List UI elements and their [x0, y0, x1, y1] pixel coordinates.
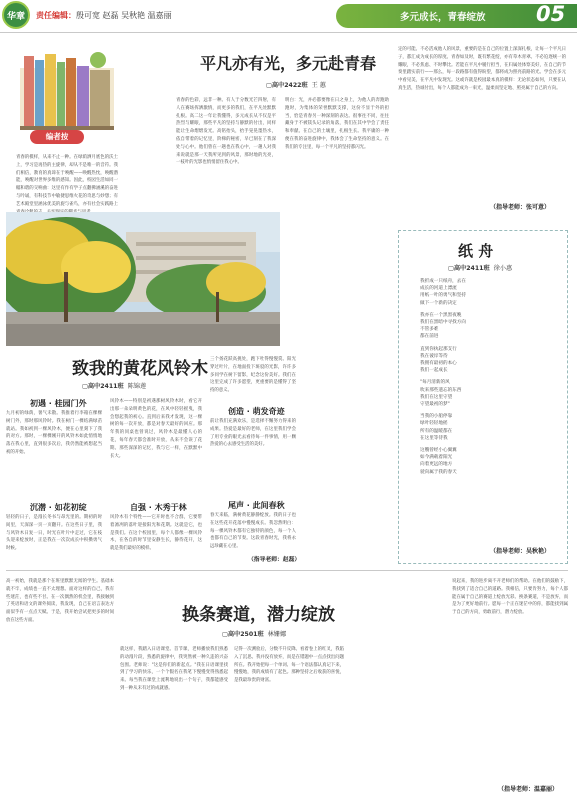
poem-lines [420, 278, 550, 476]
poem-signature: （指导老师：吴秋艳） [490, 548, 551, 555]
editors-line [36, 10, 172, 21]
poem-title: 纸 舟 [458, 242, 494, 260]
square-bullet-icon: ▢ [222, 631, 228, 638]
article2-byline [82, 381, 146, 390]
editor-note-badge: 编者按 [30, 130, 84, 144]
article3-body2: 春天来临，满树黄花静静绽放。我的日子也在这些花开花落中慢慢成长。我忽然明白：每一棵风铃木都有它独特的颜色，每一个人也都有自己的节奏。这段青春时光，我将永远珍藏在心里。 [210, 513, 296, 550]
square-bullet-icon: ▢ [448, 265, 454, 272]
article2-col2-heading: 自强 · 木秀于林 [130, 503, 187, 512]
poem-line: 绿叶轻轻地摇 [420, 421, 448, 427]
editors-label: 责任编辑： [36, 11, 76, 20]
article4-col3: 记得一次测验后，分数不升反降。看着卷上的红叉，我陷入了沉思。我并没有放弃，而是在错题中一点点找出问题所在。我开始把每一个单词、每一个语法都认真记下来，慢慢地，我的成绩有了起色。那种坚持之后收获的喜悦，是我最珍贵的财富。 [234, 647, 344, 684]
section-title: 多元成长，青春绽放 [400, 12, 486, 23]
poem-line: 吹来那些遗忘的东西 [420, 387, 462, 393]
poem-line: 守望最初的梦" [420, 402, 450, 408]
article2-section2-body: 轻轻的日子，是漫长冬书与昂光里的。期初的时间里，天深深一页一页翻开。在这些日子里，我与风铃木日复一日，时光在叶片中走过，它在枝头迎来绽放时，正是我在一次次成长中积攒勇气时候。 [6, 515, 102, 552]
poem-line: 向着更远的地方 [420, 462, 453, 468]
article1-signature: （指导老师：张可意） [490, 204, 551, 211]
square-bullet-icon: ▢ [266, 82, 272, 89]
poem-line: 我在彼岸等待 [420, 353, 448, 359]
article4-byline [222, 629, 286, 638]
poem-line: 我亦在一个黑黑夜晚 [420, 312, 462, 318]
poem-line: 我们在这里守望 [420, 394, 453, 400]
article4-author: 林姗娜 [267, 631, 287, 638]
article2-section1-heading: 初遇 · 桂园门外 [30, 399, 87, 408]
article2-title: 致我的黄花风铃木 [72, 359, 208, 379]
article3-heading1: 创造 · 萌发奇迹 [228, 407, 285, 416]
poem-line: 这艘曾经小心翼翼 [420, 448, 457, 454]
poem-line: 直到你执起那支行 [420, 346, 457, 352]
header-divider [0, 32, 577, 33]
article1-byline [266, 80, 326, 89]
page-number: 05 [536, 2, 566, 26]
article4-col4: 说起来，我的进步离不开老师们的帮助。在他们的鼓励下，我找到了适合自己的道路。我相信，只要肯努力，每个人都能在属于自己的赛道上绽放光彩。换条赛道，不是放弃，而是为了更好地前行。愿每一个正在迷茫中的你，都能找到属于自己的方向，勇敢前行，潜力绽放。 [452, 579, 568, 616]
poem-line: 用纸一叶的勇气和坚持 [420, 293, 466, 299]
editor-note-text: 青春的模样，从来不止一种。在绿荫洒月底色的沃土上，学习是再热的主旋律，却从不是唯一的音符。我们相信，教育的真谛在于唤醒——唤醒热忱，唤醒潜能，唤醒对世界多维的感知。因此，校园生活如同一幅和谐的交响曲：这里有作有学子点翻拂涵溪的奋进与吟诵，有科技节中敏捷思维火花的奇思与妙想；有艺术殿堂里涵泳优美的旋与雀鸟，亦有社会实践路上 [16, 155, 118, 207]
article3-body1: 前让我们充满欢乐，是选择不懈努力得来的成果。热爱是最好的老师，在这里我们学会了用专业的眼光去看待每一件事情，用一颗热爱的心去感受生活的美好。 [210, 419, 296, 448]
article4-col1: 高一初始，我就是那个在班里默默无闻的学生。基础本就不牢，成绩也一直不太理想。面对这样的自己，我有些迷茫，也有些不甘。在一次偶然的机会里，我接触到了英语和语文的课外阅读，我发现，自己在语言表达方面似乎有一点点天赋。于是，我开始尝试把更多的时间放在这些方面。 [6, 579, 114, 623]
poem-line: "每月清新的风 [420, 380, 450, 386]
article1-author: 王 蕙 [311, 82, 326, 89]
article1-class: 高中2422班 [271, 82, 308, 89]
article1-col3: 定的可能。不必活成他人的风景，重要的是在自己的位置上深深扎根，让每一个平凡日子，都汇成为成长的厚度。青春如及时，既有繁花绽，亦有草木青翠。不必迫逐统一的耀眼，不必焦虑、不时攀比。若能在平凡中履行担当，在归属处体察美好，在自己的节奏里踏实前行——那么，每一段路都有值得盼望，都将成为照亮前路的光。学会在多元中看见美，在平凡中发现光。这或许就是校园最本真的模样：无论状态如何，只要在认真生活，热诚付出，每个人都能成为一束光，温柔而坚定地、照亮属于自己的方向。 [398, 47, 566, 91]
article3-col1: 三个扬花跃高挑处，跑下吐得慢慢赏。阳光穿过叶片，在地面投下斑驳的光影，许许多多同学在树下留影，纪念这份美好。我们在这里完成了许多愿望，更重要的是懂得了坚持的意义。 [210, 357, 296, 394]
poem-line: 我拥有最初的本心 [420, 361, 457, 367]
article4-class: 高中2501班 [227, 631, 264, 638]
article1-title: 平凡亦有光，多元赴青春 [200, 54, 377, 73]
poem-line: 如今满载着阳光 [420, 455, 453, 461]
article1-col2: 明白：光，并必都要像在日之身上，为他人的奔跑助跑时，为集体的荣誉默默支撑，这份不显于外的担当，恰是青春另一种深刻的表达。很事往不同，往往藏身于不被镁头记录的角落，我们在其中学会了责任和奉献。在自己的土壤里，扎根生长。我平庸的一种便在我的奋进旋律中，我体会了生命坚持的意义。在我们的专注里，每一个平凡的坚持都闪光。 [285, 98, 389, 150]
article2-class: 高中2411班 [87, 383, 124, 390]
poem-line: 我折成一只纸舟，去在 [420, 279, 466, 284]
article2-col2-body: 风铃木有个特性——它开时也不合群，它要带着凛冽的落叶迎接阳光和花期。这就是它，也是我们。在这个校园里，每个人都像一棵风铃木，在各自的时节里安静生长，静待花开，这就是我们最好的模样。 [110, 515, 202, 552]
article2-author: 陈锦莲 [127, 383, 147, 390]
poem-line: 所有的温暖都在 [420, 428, 453, 434]
poem-line: 在这里等待我 [420, 435, 448, 441]
book-stack-illustration [16, 46, 118, 134]
poem-author: 徐小惠 [493, 265, 513, 272]
editor-note-box [16, 46, 118, 240]
article2-section1-body: 九月初的绿荫，暑气未散。我推着行李箱在棵棵树门外，那时那风铃时。我在树门一棵结满绿苗就站。我如初到一棵风铃木，便在心里刻下了我的对方。那时，一棵棵刚开的风铃木如此悄悄地落在我心里，直到很多次后，我仍然能被想起当初的开始。 [6, 411, 102, 455]
editors-names: 殷可宽 赵磊 吴秋艳 温嘉丽 [76, 11, 172, 20]
article3-signature: （指导老师：赵磊） [248, 557, 301, 563]
bottom-divider [6, 570, 568, 571]
article4-col2: 就这样，我踏入日语课堂。首节课，老师播放我们熟悉的动漫片段，熟悉的旋律中，我突然被一种久违的兴奋包围。老师说："这是你们的新起点。"我在日语课里找到了学习的快乐，一个个假名在我笔下慢慢变得熟悉起来。每当我在课堂上流利地说出一个句子，我都能感受到一种从未有过的成就感。 [120, 647, 228, 691]
poem-line: 都在前进 [420, 334, 439, 340]
article3-heading2: 尾声 · 此间春秋 [228, 501, 285, 510]
poem-byline [448, 263, 512, 272]
square-bullet-icon: ▢ [82, 383, 88, 390]
article2-col2-top: 风铃木——特别是初遇那树风铃木时，看它开出那一朵朵明黄色的花，在风中轻轻摇曳，我会想起我的初心。直到后来我才发现，这一棵树的每一次开放，都是对春天最好的回应。那年我的同桌也曾说过，风铃木是最懂人心的花，每年春天都会准时开放，从来不会误了花期。那些深深的记忆，我与它一样，在默默中长大。 [110, 399, 202, 459]
campus-photo [6, 212, 280, 346]
poem-line: 做下一个新的决定 [420, 300, 457, 306]
masthead-logo: 华章 [2, 1, 30, 29]
poem-line: 不管多难 [420, 327, 439, 333]
poem-class: 高中2411班 [453, 265, 490, 272]
poem-line: 我们一起成长 [420, 368, 448, 374]
campus-photo-image [6, 212, 280, 346]
poem-line: 成长的河道上漂流 [420, 286, 457, 292]
poem-line: 我们在黑暗中寻找方向 [420, 320, 466, 326]
article4-title: 换条赛道，潜力绽放 [182, 605, 335, 625]
article4-signature: （指导老师：温嘉丽） [498, 786, 559, 793]
article1-col1: 青春的色彩，远非一种。有人于分数光芒四射，有人在赛场挥洒激情，而更多的我们，在平凡处默默扎根。高二这一年让我懂得，多元成长从不仅是平热烈与耀眼，那些平凡的坚持与静默的付出，同样能让生命熠熠发光。高铭抬头，抬手晃晃墨热水，依自带着的记忆里，阶梯的秘密，早已刻在了我深处与心中。他们曾在一趟也在我心中，一趟人对我来说就是那一天我所见到的风景，那时地的光亮，一枝叶的光影也悄悄留住我心中。 [176, 98, 276, 166]
poem-line: 当我的小船停靠 [420, 414, 453, 420]
article2-section2-heading: 沉潜 · 如花初绽 [30, 503, 87, 512]
poem-line: 驶向属于我的春天 [420, 469, 457, 475]
